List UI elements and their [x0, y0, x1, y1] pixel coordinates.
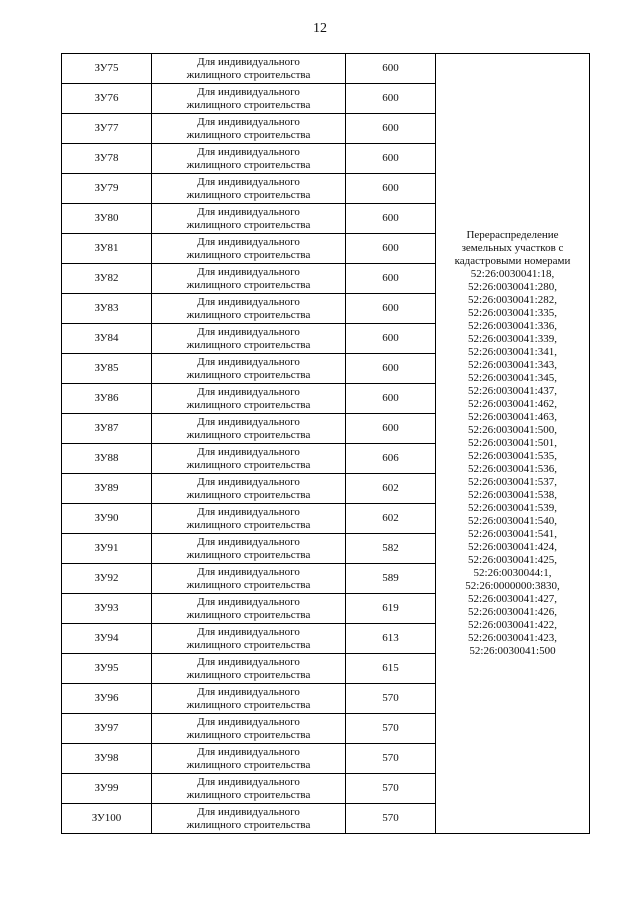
note-line: 52:26:0030041:425, [468, 554, 557, 566]
plot-purpose-cell [152, 474, 346, 504]
plot-area-cell: 613 [346, 624, 436, 654]
plot-id-cell: ЗУ81 [62, 234, 152, 264]
plot-area-cell: 600 [346, 294, 436, 324]
purpose-line: Для индивидуального [197, 445, 300, 458]
plot-area-cell: 600 [346, 354, 436, 384]
purpose-line: жилищного строительства [186, 458, 311, 471]
purpose-line: Для индивидуального [197, 775, 300, 788]
purpose-line: жилищного строительства [186, 758, 311, 771]
purpose-line: Для индивидуального [197, 745, 300, 758]
plot-area-cell: 600 [346, 324, 436, 354]
plot-area-cell: 589 [346, 564, 436, 594]
plot-area-cell: 600 [346, 384, 436, 414]
purpose-line: жилищного строительства [186, 338, 311, 351]
plot-id-cell: ЗУ86 [62, 384, 152, 414]
plot-area-cell: 570 [346, 714, 436, 744]
plot-id-cell: ЗУ87 [62, 414, 152, 444]
plot-id-cell: ЗУ79 [62, 174, 152, 204]
purpose-line: Для индивидуального [197, 475, 300, 488]
note-line: 52:26:0030044:1, [473, 567, 552, 579]
note-line: 52:26:0030041:343, [468, 359, 557, 371]
plot-area-cell: 600 [346, 174, 436, 204]
plot-purpose-cell [152, 204, 346, 234]
purpose-line: жилищного строительства [186, 728, 311, 741]
note-line: 52:26:0030041:437, [468, 385, 557, 397]
note-line: 52:26:0000000:3830, [465, 580, 560, 592]
note-line: 52:26:0030041:535, [468, 450, 557, 462]
purpose-line: Для индивидуального [197, 655, 300, 668]
purpose-line: жилищного строительства [186, 548, 311, 561]
purpose-line: Для индивидуального [197, 415, 300, 428]
note-line: 52:26:0030041:339, [468, 333, 557, 345]
note-line: 52:26:0030041:282, [468, 294, 557, 306]
plot-purpose-cell [152, 84, 346, 114]
purpose-line: Для индивидуального [197, 565, 300, 578]
plot-purpose-cell [152, 324, 346, 354]
plot-area-cell: 600 [346, 144, 436, 174]
plot-area-cell: 600 [346, 84, 436, 114]
purpose-line: Для индивидуального [197, 385, 300, 398]
plot-area-cell: 570 [346, 744, 436, 774]
plot-area-cell: 570 [346, 804, 436, 834]
plot-purpose-cell [152, 414, 346, 444]
plot-purpose-cell [152, 714, 346, 744]
plot-purpose-cell [152, 54, 346, 84]
plot-area-cell: 582 [346, 534, 436, 564]
purpose-line: жилищного строительства [186, 278, 311, 291]
plot-area-cell: 600 [346, 114, 436, 144]
plot-id-cell: ЗУ82 [62, 264, 152, 294]
plot-id-cell: ЗУ94 [62, 624, 152, 654]
plot-area-cell: 600 [346, 54, 436, 84]
purpose-line: жилищного строительства [186, 488, 311, 501]
plot-area-cell: 570 [346, 774, 436, 804]
plot-area-cell: 602 [346, 474, 436, 504]
purpose-line: Для индивидуального [197, 115, 300, 128]
note-line: 52:26:0030041:501, [468, 437, 557, 449]
plot-purpose-cell [152, 534, 346, 564]
plot-id-cell: ЗУ89 [62, 474, 152, 504]
note-line: 52:26:0030041:463, [468, 411, 557, 423]
plot-id-cell: ЗУ75 [62, 54, 152, 84]
plot-purpose-cell [152, 654, 346, 684]
plot-id-cell: ЗУ100 [62, 804, 152, 834]
note-line: 52:26:0030041:426, [468, 606, 557, 618]
note-line: 52:26:0030041:541, [468, 528, 557, 540]
purpose-line: жилищного строительства [186, 98, 311, 111]
plot-area-cell: 600 [346, 414, 436, 444]
plot-id-cell: ЗУ88 [62, 444, 152, 474]
plot-purpose-cell [152, 444, 346, 474]
purpose-line: Для индивидуального [197, 235, 300, 248]
purpose-line: жилищного строительства [186, 218, 311, 231]
plot-area-cell: 615 [346, 654, 436, 684]
plot-area-cell: 619 [346, 594, 436, 624]
note-line: 52:26:0030041:335, [468, 307, 557, 319]
plot-area-cell: 570 [346, 684, 436, 714]
plot-purpose-cell [152, 744, 346, 774]
purpose-line: Для индивидуального [197, 145, 300, 158]
plot-purpose-cell [152, 594, 346, 624]
plot-id-cell: ЗУ84 [62, 324, 152, 354]
purpose-line: жилищного строительства [186, 788, 311, 801]
note-line: 52:26:0030041:537, [468, 476, 557, 488]
purpose-line: Для индивидуального [197, 265, 300, 278]
plot-purpose-cell [152, 684, 346, 714]
purpose-line: Для индивидуального [197, 595, 300, 608]
note-line: 52:26:0030041:500 [469, 645, 556, 657]
plot-purpose-cell [152, 294, 346, 324]
note-line: кадастровыми номерами [454, 255, 571, 267]
plot-id-cell: ЗУ90 [62, 504, 152, 534]
plot-purpose-cell [152, 804, 346, 834]
purpose-line: жилищного строительства [186, 638, 311, 651]
purpose-line: Для индивидуального [197, 355, 300, 368]
plot-purpose-cell [152, 174, 346, 204]
note-line: 52:26:0030041:540, [468, 515, 557, 527]
plot-id-cell: ЗУ77 [62, 114, 152, 144]
note-line: 52:26:0030041:424, [468, 541, 557, 553]
page-number: 12 [313, 21, 327, 36]
note-line: 52:26:0030041:539, [468, 502, 557, 514]
purpose-line: жилищного строительства [186, 308, 311, 321]
purpose-line: жилищного строительства [186, 128, 311, 141]
note-line: 52:26:0030041:341, [468, 346, 557, 358]
note-line: 52:26:0030041:500, [468, 424, 557, 436]
purpose-line: жилищного строительства [186, 698, 311, 711]
purpose-line: жилищного строительства [186, 158, 311, 171]
note-line: 52:26:0030041:462, [468, 398, 557, 410]
note-line: 52:26:0030041:427, [468, 593, 557, 605]
purpose-line: Для индивидуального [197, 625, 300, 638]
plot-id-cell: ЗУ92 [62, 564, 152, 594]
purpose-line: Для индивидуального [197, 325, 300, 338]
purpose-line: жилищного строительства [186, 68, 311, 81]
plot-id-cell: ЗУ93 [62, 594, 152, 624]
purpose-line: жилищного строительства [186, 578, 311, 591]
plot-purpose-cell [152, 354, 346, 384]
purpose-line: жилищного строительства [186, 398, 311, 411]
note-line: 52:26:0030041:536, [468, 463, 557, 475]
purpose-line: жилищного строительства [186, 428, 311, 441]
plot-purpose-cell [152, 264, 346, 294]
purpose-line: Для индивидуального [197, 505, 300, 518]
note-line: 52:26:0030041:336, [468, 320, 557, 332]
plot-id-cell: ЗУ80 [62, 204, 152, 234]
note-line: 52:26:0030041:538, [468, 489, 557, 501]
plot-id-cell: ЗУ97 [62, 714, 152, 744]
purpose-line: Для индивидуального [197, 535, 300, 548]
purpose-line: Для индивидуального [197, 85, 300, 98]
plot-area-cell: 600 [346, 204, 436, 234]
note-line: 52:26:0030041:18, [470, 268, 555, 280]
purpose-line: Для индивидуального [197, 55, 300, 68]
purpose-line: жилищного строительства [186, 518, 311, 531]
table-row [62, 54, 590, 84]
purpose-line: Для индивидуального [197, 685, 300, 698]
note-line: 52:26:0030041:423, [468, 632, 557, 644]
purpose-line: жилищного строительства [186, 668, 311, 681]
purpose-line: жилищного строительства [186, 368, 311, 381]
plot-purpose-cell [152, 114, 346, 144]
plot-purpose-cell [152, 504, 346, 534]
plot-id-cell: ЗУ95 [62, 654, 152, 684]
plot-id-cell: ЗУ96 [62, 684, 152, 714]
plot-area-cell: 606 [346, 444, 436, 474]
plot-area-cell: 600 [346, 234, 436, 264]
plot-purpose-cell [152, 384, 346, 414]
note-line: 52:26:0030041:422, [468, 619, 557, 631]
note-line: земельных участков с [461, 242, 564, 254]
purpose-line: Для индивидуального [197, 205, 300, 218]
plot-id-cell: ЗУ99 [62, 774, 152, 804]
plot-purpose-cell [152, 564, 346, 594]
plot-id-cell: ЗУ76 [62, 84, 152, 114]
purpose-line: жилищного строительства [186, 248, 311, 261]
plot-area-cell: 602 [346, 504, 436, 534]
purpose-line: жилищного строительства [186, 188, 311, 201]
plot-id-cell: ЗУ85 [62, 354, 152, 384]
purpose-line: жилищного строительства [186, 818, 311, 831]
plot-purpose-cell [152, 774, 346, 804]
redistribution-note-cell [436, 54, 590, 834]
note-line: Перераспределение [466, 229, 559, 241]
plot-id-cell: ЗУ91 [62, 534, 152, 564]
purpose-line: Для индивидуального [197, 175, 300, 188]
purpose-line: Для индивидуального [197, 805, 300, 818]
plot-purpose-cell [152, 624, 346, 654]
plot-id-cell: ЗУ78 [62, 144, 152, 174]
purpose-line: Для индивидуального [197, 295, 300, 308]
land-plots-table [61, 53, 590, 834]
note-line: 52:26:0030041:345, [468, 372, 557, 384]
plot-id-cell: ЗУ98 [62, 744, 152, 774]
plot-area-cell: 600 [346, 264, 436, 294]
plot-purpose-cell [152, 234, 346, 264]
plot-purpose-cell [152, 144, 346, 174]
purpose-line: жилищного строительства [186, 608, 311, 621]
note-line: 52:26:0030041:280, [468, 281, 557, 293]
plot-id-cell: ЗУ83 [62, 294, 152, 324]
purpose-line: Для индивидуального [197, 715, 300, 728]
